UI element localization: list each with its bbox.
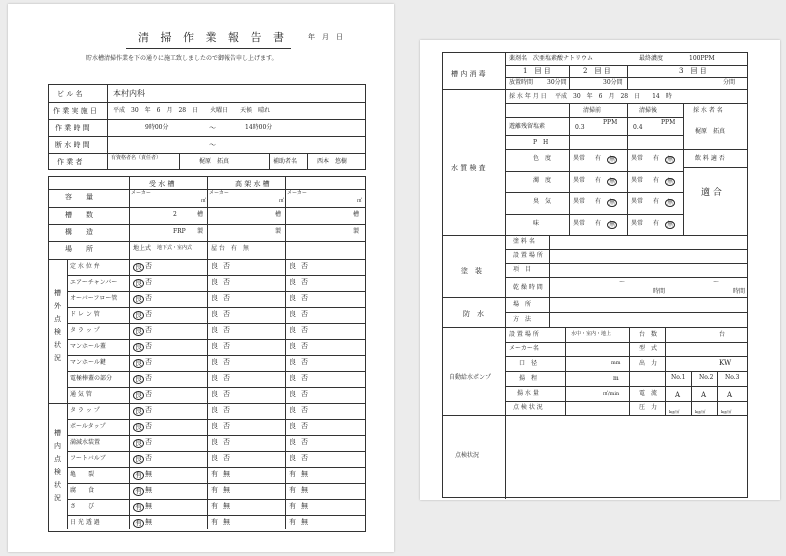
check-good: 良	[211, 374, 218, 382]
sample-date-value: 平成 30 年 6 月 28 日 14 時	[555, 93, 672, 100]
waterproof-label: 防 水	[463, 310, 484, 318]
check-row-label: 満減水装置	[70, 439, 101, 446]
pump-current-a1: A	[675, 391, 681, 399]
tank-value: FRP	[173, 228, 186, 235]
check-bad: 否	[301, 342, 308, 350]
maker-label: メーカー	[131, 190, 151, 196]
check-row-label: 亀 裂	[70, 471, 95, 478]
water-stop-sep: ～	[209, 141, 216, 149]
pump-current-label: 電 流	[639, 390, 658, 397]
check-row-label: マンホール蓋	[70, 343, 106, 350]
check-good: 良	[211, 326, 218, 334]
check-good: 有	[211, 470, 218, 478]
check-bad: 否	[301, 278, 308, 286]
check-bad: 否	[145, 278, 152, 286]
title-underline	[126, 48, 291, 49]
check-good: 良	[135, 295, 142, 303]
wq-none: 無	[667, 199, 674, 206]
dry-time-unit1: 時間	[653, 288, 666, 295]
check-row-label: ド レ ン 管	[70, 311, 100, 318]
wq-row-line	[505, 192, 683, 193]
check-row-label: 定 水 位 弁	[70, 263, 100, 270]
check-good: 良	[211, 294, 218, 302]
pump-flow-unit: ㎥/min	[603, 391, 620, 397]
check-bad: 否	[301, 358, 308, 366]
check-good: 有	[289, 502, 296, 510]
check-row-line	[67, 307, 365, 308]
assistant-label: 補助者名	[273, 158, 298, 165]
check-good: 良	[211, 438, 218, 446]
check-bad: 無	[145, 486, 152, 494]
round-3: 3 回 目	[679, 67, 707, 75]
check-row-label: 腐 食	[70, 487, 95, 494]
waterproof-place: 場 所	[513, 301, 532, 308]
pump-output-unit: KW	[719, 359, 732, 367]
check-bad: 否	[145, 358, 152, 366]
left-report-page	[8, 4, 394, 552]
check-row-line	[67, 371, 365, 372]
check-good: 有	[289, 518, 296, 526]
pump-current-a2: A	[701, 391, 707, 399]
after-cleaning: 清掃後	[639, 107, 658, 114]
check-row-line	[67, 499, 365, 500]
wq-has: 有	[653, 155, 660, 162]
right-table	[442, 52, 748, 498]
check-good: 良	[289, 454, 296, 462]
pump-maker-label: メーカー名	[509, 345, 539, 352]
check-good: 良	[289, 342, 296, 350]
pump-output-label: 出 力	[639, 360, 658, 367]
check-bad: 否	[145, 438, 152, 446]
assistant-name: 西本 悠樹	[317, 158, 348, 165]
max-conc-label: 最終濃度	[639, 55, 664, 62]
check-bad: 否	[145, 342, 152, 350]
inspection-status-label: 点検状況	[455, 452, 480, 459]
check-bad: 否	[145, 310, 152, 318]
check-good: 有	[211, 486, 218, 494]
check-row-label: マンホール鍵	[70, 359, 106, 366]
pump-pressure-label: 圧 力	[639, 404, 658, 411]
tank-unit: 槽	[275, 211, 282, 218]
pump-bore-unit: mm	[611, 360, 621, 366]
check-bad: 否	[301, 326, 308, 334]
paint-name-label: 塗 料 名	[513, 238, 535, 245]
maker-label: メーカー	[209, 190, 229, 196]
water-quality-label: 水 質 検 査	[451, 164, 486, 172]
wq-none: 無	[667, 177, 674, 185]
wq-has: 有	[653, 198, 660, 205]
check-good: 良	[135, 407, 142, 415]
check-good: 良	[289, 278, 296, 286]
suitable-value: 適 合	[701, 188, 722, 198]
check-bad: 無	[301, 486, 308, 494]
inspection-table	[48, 176, 366, 532]
sampler-label: 採 水 者 名	[693, 107, 723, 114]
pump-head-label: 揚 程	[519, 375, 538, 382]
check-row-line	[67, 339, 365, 340]
check-bad: 否	[145, 262, 152, 270]
round-1: 1 回 目	[523, 67, 551, 75]
sampler-name: 梶原 拓真	[695, 128, 726, 135]
check-row-label: タ ラ ッ プ	[70, 407, 100, 414]
intro-text: 貯水槽清掃作業を下の通りに施工致しましたので御報告申し上げます。	[86, 55, 278, 62]
right-report-page	[420, 40, 780, 500]
tank-row-label: 構 造	[65, 228, 93, 236]
check-bad: 否	[223, 390, 230, 398]
check-good: 良	[135, 455, 142, 463]
chlorine-before: 0.3	[575, 124, 585, 131]
check-good: 良	[289, 406, 296, 414]
wq-abnormal: 異常	[631, 176, 644, 184]
tank-unit: 槽	[353, 211, 360, 218]
check-bad: 無	[145, 502, 152, 510]
pump-model-label: 型 式	[639, 345, 658, 352]
tank-row-label: 容 量	[65, 193, 93, 201]
wq-abnormal: 異常	[573, 176, 586, 184]
check-bad: 無	[301, 502, 308, 510]
max-conc-value: 100PPM	[689, 55, 715, 62]
wq-abnormal: 異常	[573, 155, 586, 162]
check-row-line	[67, 419, 365, 420]
wq-abnormal: 異常	[573, 219, 586, 227]
wq-abnormal: 異常	[631, 219, 644, 227]
check-bad: 無	[145, 518, 152, 526]
tank-row-line	[49, 241, 365, 242]
report-title: 清 掃 作 業 報 告 書	[138, 31, 288, 44]
paint-place-label: 設 置 場 所	[513, 252, 543, 259]
check-bad: 否	[301, 390, 308, 398]
tank-unit: 製	[275, 228, 282, 235]
check-good: 良	[289, 422, 296, 430]
tank-location-elevated: 屋 台 有 無	[211, 245, 249, 252]
wq-has: 有	[595, 219, 602, 227]
check-good: 良	[289, 358, 296, 366]
check-good: 良	[211, 406, 218, 414]
check-bad: 無	[301, 518, 308, 526]
worker-label: 作 業 者	[57, 158, 83, 166]
check-bad: 否	[145, 374, 152, 382]
outer-check-label: 槽外点検状況	[54, 289, 61, 362]
building-label: ビ ル 名	[57, 90, 83, 98]
check-bad: 否	[145, 390, 152, 398]
check-good: 有	[289, 470, 296, 478]
check-bad: 無	[223, 486, 230, 494]
tank-location-options: 地下式・室内式	[157, 245, 193, 251]
cert-holder-label: 有資格者名（責任者）	[111, 155, 162, 161]
check-good: 良	[135, 391, 142, 399]
leave-time-label: 放置時間	[509, 79, 534, 86]
pump-no2: No.2	[699, 374, 714, 381]
chlorine-before-unit: PPM	[603, 119, 618, 126]
painting-label: 塗 装	[461, 267, 482, 275]
check-good: 良	[211, 278, 218, 286]
check-bad: 否	[223, 454, 230, 462]
dry-time-label: 乾 燥 時 間	[513, 284, 543, 291]
elevated-tank-header: 高 架 水 槽	[235, 180, 270, 188]
check-good: 良	[135, 263, 142, 271]
check-bad: 否	[301, 454, 308, 462]
leave-time-3: 分間	[723, 79, 736, 86]
check-bad: 否	[301, 262, 308, 270]
chlorine-after-unit: PPM	[661, 119, 676, 126]
pump-flow-label: 揚 水 量	[517, 390, 539, 397]
wq-label: 色 度	[533, 155, 552, 162]
check-good: 良	[211, 390, 218, 398]
pump-place-label: 設 置 場 所	[509, 331, 539, 338]
check-row-line	[67, 291, 365, 292]
leave-time-2: 30分間	[603, 79, 623, 86]
check-good: 有	[135, 519, 142, 527]
check-bad: 否	[145, 454, 152, 462]
work-time-label: 作 業 時 間	[55, 124, 90, 132]
before-cleaning: 清掃前	[583, 107, 602, 114]
pump-no3: No.3	[725, 374, 740, 381]
check-row-line	[67, 403, 365, 404]
check-good: 良	[289, 390, 296, 398]
check-row-label: 日 光 透 過	[70, 519, 100, 526]
check-row-line	[67, 259, 365, 260]
check-bad: 否	[145, 406, 152, 414]
check-bad: 無	[223, 502, 230, 510]
paint-item-label: 項 目	[513, 266, 532, 273]
check-row-label: さ び	[70, 503, 95, 510]
check-row-label: エアーチャンバー	[70, 279, 118, 286]
m3-unit: ㎥	[279, 198, 285, 204]
pump-current-a3: A	[727, 391, 733, 399]
check-bad: 否	[223, 262, 230, 270]
wq-none: 無	[609, 199, 616, 206]
wq-row-line	[505, 214, 683, 215]
check-bad: 否	[223, 358, 230, 366]
check-good: 良	[211, 422, 218, 430]
check-row-line	[67, 355, 365, 356]
check-bad: 否	[223, 342, 230, 350]
tank-row-line	[49, 224, 365, 225]
wq-abnormal: 異常	[631, 155, 644, 162]
sample-date-label: 採 水 年 月 日	[509, 93, 547, 100]
tank-value: 地上式	[133, 245, 152, 252]
check-good: 良	[211, 262, 218, 270]
check-bad: 無	[145, 470, 152, 478]
wq-none: 無	[609, 156, 616, 163]
pump-pressure-unit2: kg/㎡	[695, 409, 706, 414]
check-bad: 否	[223, 310, 230, 318]
pump-label: 自動給水ポンプ	[449, 374, 492, 381]
wq-abnormal: 異常	[631, 198, 644, 205]
wq-none: 無	[609, 220, 616, 228]
wq-has: 有	[595, 176, 602, 184]
wq-has: 有	[653, 219, 660, 227]
check-row-label: タ ラ ッ プ	[70, 327, 100, 334]
tank-unit: 製	[353, 228, 360, 235]
check-good: 良	[211, 454, 218, 462]
tank-row-line	[49, 207, 365, 208]
pump-units-label: 台 数	[639, 331, 658, 338]
check-bad: 否	[223, 406, 230, 414]
check-bad: 否	[301, 294, 308, 302]
check-good: 有	[135, 471, 142, 479]
check-good: 有	[289, 486, 296, 494]
pump-head-unit: m	[613, 375, 619, 382]
pump-check-label: 点 検 状 況	[513, 404, 543, 411]
check-bad: 否	[301, 422, 308, 430]
check-good: 有	[135, 503, 142, 511]
pump-units-unit: 台	[719, 331, 726, 338]
maker-label: メーカー	[287, 190, 307, 196]
check-bad: 否	[223, 422, 230, 430]
tank-unit: 製	[197, 228, 204, 235]
m3-unit: ㎥	[201, 198, 207, 204]
check-row-line	[67, 483, 365, 484]
wq-label: 臭 気	[533, 198, 552, 205]
check-row-label: フートバルブ	[70, 455, 106, 462]
work-time-start: 9時00分	[145, 124, 169, 131]
check-bad: 否	[223, 374, 230, 382]
info-table	[48, 84, 366, 170]
wq-none: 無	[609, 177, 616, 185]
check-good: 良	[289, 294, 296, 302]
wq-label: 濁 度	[533, 176, 552, 184]
check-bad: 否	[223, 294, 230, 302]
leave-time-1: 30分間	[547, 79, 567, 86]
report-date-label: 年 月 日	[308, 33, 343, 41]
check-good: 有	[135, 487, 142, 495]
check-bad: 否	[223, 438, 230, 446]
check-bad: 無	[301, 470, 308, 478]
wq-row-line	[505, 171, 683, 172]
check-good: 良	[289, 310, 296, 318]
check-bad: 否	[223, 278, 230, 286]
check-row-line	[67, 515, 365, 516]
ph-label: P H	[533, 139, 549, 146]
check-good: 有	[211, 502, 218, 510]
check-bad: 否	[145, 422, 152, 430]
disinfect-label: 槽 内 消 毒	[451, 70, 486, 78]
check-bad: 否	[145, 326, 152, 334]
check-good: 有	[211, 518, 218, 526]
work-time-sep: ～	[209, 124, 216, 132]
wq-has: 有	[595, 155, 602, 162]
check-good: 良	[135, 375, 142, 383]
check-good: 良	[135, 279, 142, 287]
check-bad: 否	[301, 406, 308, 414]
building-value: 本村内科	[113, 89, 145, 98]
check-row-line	[67, 435, 365, 436]
agent-label: 薬剤名	[509, 55, 528, 62]
check-bad: 否	[301, 438, 308, 446]
check-good: 良	[289, 262, 296, 270]
check-row-label: 電極棒蓋の部分	[70, 375, 113, 382]
check-good: 良	[135, 327, 142, 335]
check-bad: 否	[223, 326, 230, 334]
pump-pressure-unit1: kg/㎡	[669, 409, 680, 414]
inner-check-label: 槽内点検状況	[54, 429, 61, 502]
check-bad: 否	[145, 294, 152, 302]
water-stop-label: 断 水 時 間	[55, 141, 90, 149]
tank-unit: 槽	[197, 211, 204, 218]
waterproof-method: 方 法	[513, 316, 532, 323]
check-good: 良	[289, 326, 296, 334]
tank-row-label: 槽 数	[65, 211, 93, 219]
check-good: 良	[211, 342, 218, 350]
check-good: 良	[135, 423, 142, 431]
tank-row-label: 場 所	[65, 245, 93, 253]
wq-label: 味	[533, 219, 540, 227]
check-good: 良	[211, 310, 218, 318]
check-bad: 無	[223, 470, 230, 478]
check-bad: 否	[301, 374, 308, 382]
pump-bore-label: 口 径	[519, 360, 538, 367]
check-row-label: 通 気 管	[70, 391, 92, 398]
tank-value: 2	[173, 211, 177, 218]
round-2: 2 回 目	[583, 67, 611, 75]
dry-time-sep2: ～	[713, 279, 720, 286]
check-row-line	[67, 323, 365, 324]
check-good: 良	[135, 311, 142, 319]
pump-pressure-unit3: kg/㎡	[721, 409, 732, 414]
check-good: 良	[211, 358, 218, 366]
exec-date-label: 作 業 実 施 日	[53, 107, 97, 115]
chlorine-after: 0.4	[633, 124, 643, 131]
check-good: 良	[135, 359, 142, 367]
check-row-line	[67, 387, 365, 388]
wq-none: 無	[667, 220, 674, 228]
wq-has: 有	[595, 198, 602, 205]
m3-unit: ㎥	[357, 198, 363, 204]
wq-abnormal: 異常	[573, 198, 586, 205]
dry-time-unit2: 時間	[733, 288, 746, 295]
drink-label: 飲 料 適 否	[695, 155, 725, 162]
check-row-line	[67, 467, 365, 468]
check-good: 良	[289, 438, 296, 446]
check-row-line	[67, 275, 365, 276]
receive-tank-header: 受 水 槽	[149, 180, 175, 188]
wq-none: 無	[667, 156, 674, 163]
check-bad: 無	[223, 518, 230, 526]
agent-value: 次亜塩素酸ナトリウム	[533, 55, 593, 62]
check-row-label: ボールタップ	[70, 423, 106, 430]
check-good: 良	[289, 374, 296, 382]
wq-has: 有	[653, 176, 660, 184]
check-good: 良	[135, 343, 142, 351]
dry-time-sep1: ～	[619, 279, 626, 286]
check-row-line	[67, 451, 365, 452]
check-bad: 否	[301, 310, 308, 318]
cert-holder-name: 梶原 拓真	[199, 158, 230, 165]
check-good: 良	[135, 439, 142, 447]
pump-place-options: 水中・室内・地上	[571, 331, 612, 337]
pump-no1: No.1	[671, 374, 686, 381]
chlorine-label: 遊離残留塩素	[509, 123, 546, 130]
exec-date-value: 平成 30 年 6 月 28 日 火曜日 天候 晴れ	[113, 107, 271, 114]
work-time-end: 14時00分	[245, 124, 273, 131]
check-row-label: オーバーフロー管	[70, 295, 118, 302]
